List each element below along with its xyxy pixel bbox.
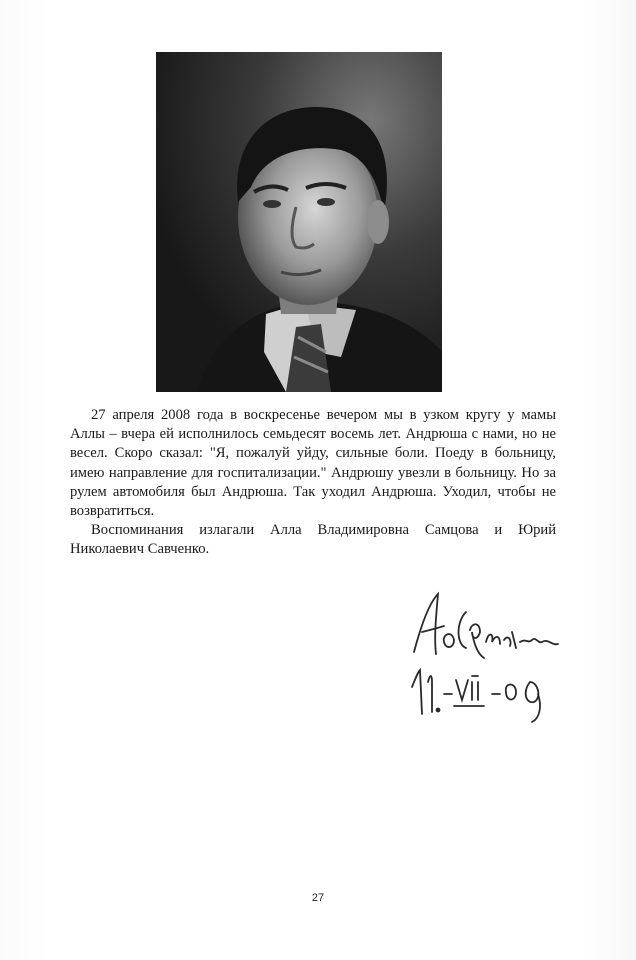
paragraph-authors: Воспоминания излагали Алла Владимировна Самцова и Юрий Николаевич Савченко. xyxy=(70,522,556,558)
body-text xyxy=(70,406,556,560)
portrait-photo xyxy=(156,52,442,392)
paragraph-memory: 27 апреля 2008 года в воскресенье вечером мы в узком кругу у мамы Аллы – вчера ей исполнилось семьдесят восемь лет. Андрюша с нами, но не весел. Скоро сказал: "Я, пожалуй уйду, сильные боли. Поеду в больницу, имею направление для госпитализации." Андрюшу увезли в больницу. Но за рулем автомобиля был Андрюша. Так уходил Андрюша. Уходил, чтобы не возвратиться. xyxy=(70,407,556,520)
handwritten-signature xyxy=(392,582,580,742)
page-number: 27 xyxy=(311,892,325,904)
